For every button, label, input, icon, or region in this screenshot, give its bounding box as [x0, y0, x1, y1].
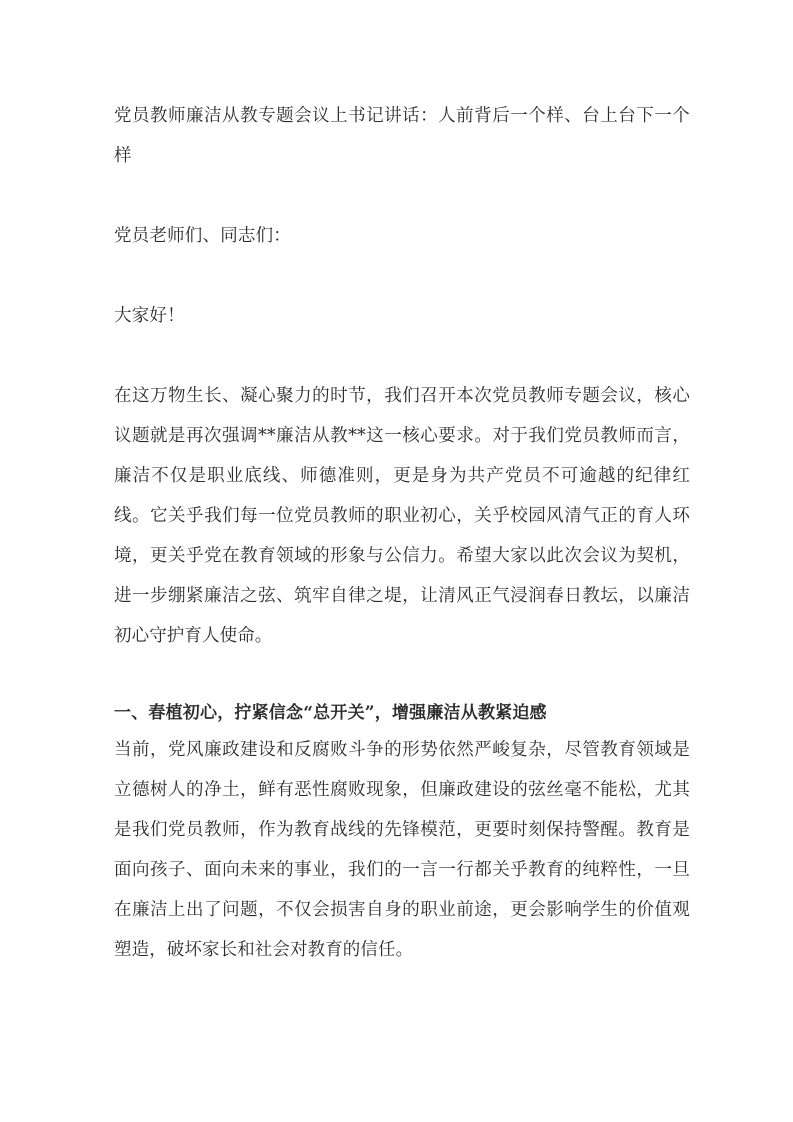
salutation-line: 党员老师们、同志们： — [114, 226, 291, 246]
greeting-line: 大家好！ — [114, 306, 185, 326]
section-one-body: 当前，党风廉政建设和反腐败斗争的形势依然严峻复杂，尽管教育领域是立德树人的净土，鲜有恶性腐败现象，但廉政建设的弦丝毫不能松，尤其是我们党员教师，作为教育战线的先锋模范，更要时刻保持警醒。教育是面向孩子、面向未来的事业，我们的一言一行都关乎教育的纯粹性，一旦在廉洁上出了问题，不仅会损害自身的职业前途，更会影响学生的价值观塑造，破坏家长和社会对教育的信任。 — [114, 740, 690, 960]
document-body — [114, 96, 690, 970]
document-title: 党员教师廉洁从教专题会议上书记讲话：人前背后一个样、台上台下一个样 — [114, 106, 690, 166]
intro-paragraph: 在这万物生长、凝心聚力的时节，我们召开本次党员教师专题会议，核心议题就是再次强调**廉洁从教**这一核心要求。对于我们党员教师而言，廉洁不仅是职业底线、师德准则，更是身为共产党员不可逾越的纪律红线。它关乎我们每一位党员教师的职业初心，关乎校园风清气正的育人环境，更关乎党在教育领域的形象与公信力。希望大家以此次会议为契机，进一步绷紧廉洁之弦、筑牢自律之堤，让清风正气浸润春日教坛，以廉洁初心守护育人使命。 — [114, 386, 690, 646]
section-one — [114, 656, 690, 970]
section-one-heading: 一、春植初心，拧紧信念“总开关”，增强廉洁从教紧迫感 — [114, 703, 547, 723]
